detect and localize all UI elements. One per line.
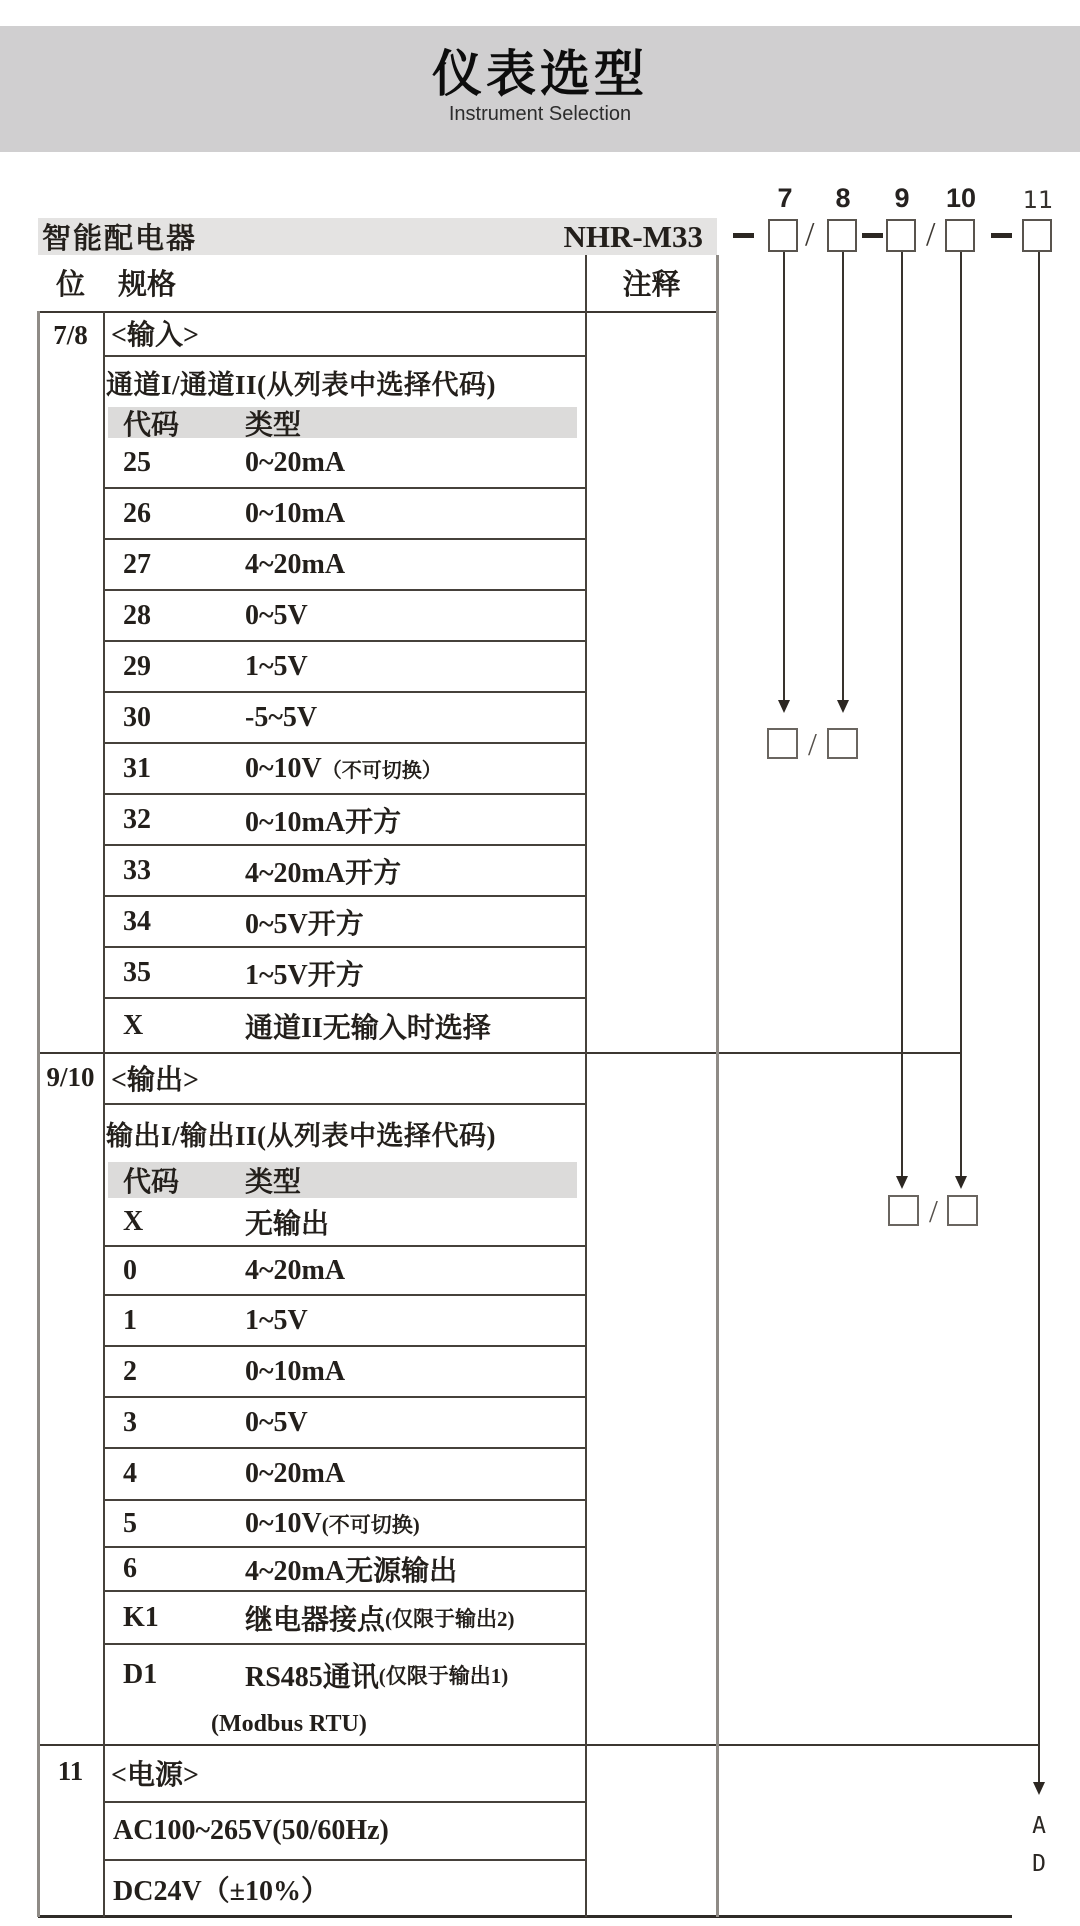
- group-subtitle-row: [103, 357, 585, 407]
- position-label-11: 11: [57, 1756, 84, 1786]
- row-code: 1: [123, 1304, 137, 1336]
- row-type: 0~5V开方: [245, 908, 364, 940]
- row-type: 通道II无输入时选择: [245, 1013, 491, 1044]
- code-type-header-row: [103, 407, 585, 441]
- digit-box-7: [768, 219, 798, 252]
- row-type: 0~10mA: [245, 1355, 346, 1387]
- row-code: 29: [123, 650, 151, 682]
- row-type-note2: (Modbus RTU): [211, 1711, 367, 1737]
- table-row: [103, 1501, 585, 1548]
- row-type: 4~20mA开方: [245, 857, 402, 889]
- connector-line-7: [783, 252, 785, 700]
- row-type: 1~5V开方: [245, 959, 364, 991]
- input-section: [103, 311, 585, 1053]
- table-right-border: [716, 255, 719, 1917]
- row-type: 0~20mA: [245, 446, 346, 478]
- power-hint-dc: D: [1032, 1851, 1046, 1877]
- column-header-spec: 规格: [118, 269, 177, 301]
- digit-label-9: 9: [894, 183, 910, 213]
- row-code: 0: [123, 1254, 137, 1286]
- row-code: 33: [123, 854, 151, 886]
- type-header: 类型: [245, 409, 302, 441]
- table-row: [103, 897, 585, 948]
- row-type: 无输出: [245, 1208, 330, 1240]
- table-row: [103, 540, 585, 591]
- input-channel1-box: [767, 728, 798, 759]
- row-code: 27: [123, 548, 151, 580]
- row-type: AC100~265V(50/60Hz): [113, 1815, 389, 1846]
- row-code: X: [123, 1205, 144, 1237]
- row-code: 26: [123, 497, 151, 529]
- product-name: 智能配电器: [42, 223, 198, 255]
- table-row: [103, 438, 585, 489]
- row-code: 30: [123, 701, 151, 733]
- table-row: [103, 795, 585, 846]
- table-row: [103, 1803, 585, 1861]
- row-code: X: [123, 1010, 144, 1041]
- header-band: [0, 26, 1080, 152]
- table-row: [103, 1592, 585, 1645]
- row-type: -5~5V: [245, 701, 318, 733]
- row-code: 35: [123, 956, 151, 988]
- group-subtitle: 输出I/输出II(从列表中选择代码): [106, 1121, 497, 1151]
- row-code: 28: [123, 599, 151, 631]
- connector-line-10: [960, 252, 962, 1176]
- table-row: [103, 1548, 585, 1592]
- table-left-border: [37, 311, 40, 1917]
- row-code: 2: [123, 1355, 137, 1387]
- row-type: 1~5V: [245, 650, 308, 682]
- model-code: NHR-M33: [563, 218, 703, 254]
- page-title: 仪表选型: [432, 46, 648, 102]
- digit-label-7: 7: [777, 183, 793, 213]
- note-column-divider: [585, 255, 587, 1917]
- table-row: [103, 693, 585, 744]
- row-code: 6: [123, 1553, 137, 1584]
- slash-separator: /: [926, 216, 936, 253]
- row-code: K1: [123, 1601, 159, 1633]
- table-row: [103, 1645, 585, 1745]
- digit-box-10: [945, 219, 975, 252]
- row-type: 0~10V: [245, 1507, 322, 1539]
- row-type-note: (仅限于输出1): [378, 1664, 509, 1688]
- row-code: D1: [123, 1659, 158, 1690]
- group-title-row: [103, 1745, 585, 1803]
- input-channel2-box: [827, 728, 858, 759]
- row-type: 0~10mA开方: [245, 806, 402, 838]
- row-code: 3: [123, 1406, 137, 1438]
- slash-separator: /: [808, 726, 817, 762]
- group-title-row: [103, 311, 585, 357]
- row-type-note: (仅限于输出2): [385, 1606, 515, 1631]
- group-subtitle: 通道I/通道II(从列表中选择代码): [106, 369, 497, 400]
- group-subtitle-row: [103, 1105, 585, 1162]
- row-type: 0~5V: [245, 599, 308, 631]
- connector-line-9: [901, 252, 903, 1176]
- row-type: 1~5V: [245, 1304, 308, 1336]
- row-type: 4~20mA: [245, 1254, 346, 1286]
- dash-separator: [991, 233, 1012, 238]
- row-code: 32: [123, 803, 151, 835]
- row-code: 5: [123, 1507, 137, 1539]
- table-row: [103, 1449, 585, 1501]
- type-header: 类型: [245, 1167, 302, 1198]
- position-label-910: 9/10: [46, 1062, 95, 1092]
- slash-separator: /: [805, 216, 815, 253]
- table-row: [103, 489, 585, 540]
- digit-label-11: 11: [1022, 186, 1054, 214]
- group-title: <输出>: [111, 1065, 199, 1096]
- dash-separator: [733, 233, 754, 238]
- table-row: [103, 591, 585, 642]
- table-row: [103, 1198, 585, 1247]
- column-header-note: 注释: [622, 269, 681, 301]
- table-row: [103, 846, 585, 897]
- table-row: [103, 999, 585, 1053]
- row-code: 31: [123, 752, 151, 784]
- table-row: [103, 1296, 585, 1347]
- arrow-down-icon: [778, 700, 790, 713]
- row-type: 继电器接点: [245, 1604, 386, 1636]
- power-section: [103, 1745, 585, 1917]
- output-section: [103, 1053, 585, 1745]
- group-title: <输入>: [111, 320, 199, 351]
- digit-box-11: [1022, 219, 1052, 252]
- row-type-note: （不可切换）: [321, 760, 442, 782]
- row-code: 4: [123, 1458, 137, 1489]
- group-title-row: [103, 1053, 585, 1105]
- position-label-78: 7/8: [53, 320, 88, 350]
- row-type: 0~20mA: [245, 1458, 346, 1489]
- table-row: [103, 1398, 585, 1449]
- row-type: 0~10V: [245, 752, 322, 784]
- dash-separator: [862, 233, 883, 238]
- column-header-position: 位: [55, 269, 85, 301]
- arrow-down-icon: [837, 700, 849, 713]
- row-code: 25: [123, 446, 151, 478]
- arrow-down-icon: [896, 1176, 908, 1189]
- code-type-header-row: [103, 1162, 585, 1198]
- output2-box: [947, 1195, 978, 1226]
- model-strip: [38, 218, 717, 255]
- row-type: RS485通讯: [245, 1662, 379, 1693]
- row-type: 4~20mA: [245, 548, 346, 580]
- row-code: 34: [123, 905, 151, 937]
- digit-label-10: 10: [945, 183, 977, 213]
- table-row: [103, 1861, 585, 1917]
- row-type: 0~10mA: [245, 497, 346, 529]
- table-row: [103, 1247, 585, 1296]
- row-type: 0~5V: [245, 1406, 308, 1438]
- table-row: [103, 744, 585, 795]
- connector-line-11: [1038, 252, 1040, 1782]
- group-title: <电源>: [111, 1760, 199, 1791]
- slash-separator: /: [929, 1193, 938, 1229]
- page-subtitle: Instrument Selection: [448, 103, 632, 125]
- arrow-down-icon: [1033, 1782, 1045, 1795]
- output1-box: [888, 1195, 919, 1226]
- row-type: DC24V（±10%）: [113, 1876, 330, 1907]
- table-row: [103, 642, 585, 693]
- code-header: 代码: [123, 409, 180, 441]
- table-row: [103, 1347, 585, 1398]
- digit-label-8: 8: [835, 183, 851, 213]
- code-header: 代码: [123, 1167, 180, 1198]
- row-type: 4~20mA无源输出: [245, 1556, 458, 1587]
- digit-box-8: [827, 219, 857, 252]
- connector-line-8: [842, 252, 844, 700]
- table-row: [103, 948, 585, 999]
- row-type-note: (不可切换): [321, 1512, 420, 1537]
- digit-box-9: [886, 219, 916, 252]
- arrow-down-icon: [955, 1176, 967, 1189]
- power-hint-ac: A: [1032, 1813, 1046, 1839]
